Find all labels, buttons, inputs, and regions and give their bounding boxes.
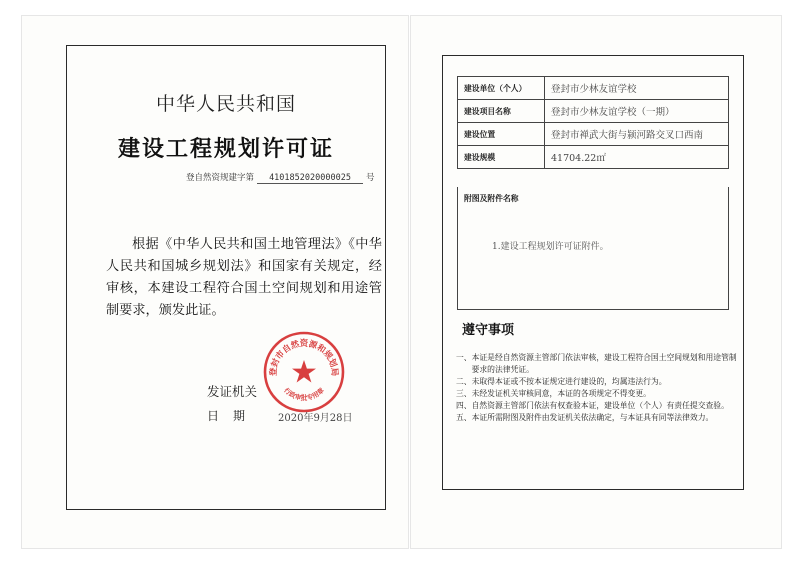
notice-number: 四、 bbox=[456, 401, 472, 410]
country-name: 中华人民共和国 bbox=[155, 93, 296, 115]
row-value: 登封市禅武大街与颍河路交叉口西南 bbox=[545, 123, 729, 146]
date-label: 日期 bbox=[207, 409, 260, 423]
seal-text-top: 登封市自然资源和规划局 bbox=[267, 338, 341, 377]
row-key: 建设项目名称 bbox=[458, 100, 545, 123]
list-item bbox=[456, 376, 738, 388]
notice-number: 二、 bbox=[456, 377, 472, 386]
list-item bbox=[456, 412, 738, 424]
certificate-title: 建设工程规划许可证 bbox=[117, 137, 334, 162]
official-seal-icon bbox=[262, 330, 346, 414]
table-row bbox=[458, 100, 729, 123]
list-item bbox=[456, 388, 738, 400]
seal-text-bottom: 行政审批专用章 bbox=[282, 386, 326, 403]
list-item bbox=[456, 400, 738, 412]
issue-date: 2020年9月28日 bbox=[278, 413, 353, 424]
issuer-label: 发证机关 bbox=[207, 384, 258, 399]
table-row bbox=[458, 77, 729, 100]
certificate-body: 根据《中华人民共和国土地管理法》《中华人民共和国城乡规划法》和国家有关规定，经审核，本建设工程符合国土空间规划和用途管制要求，颁发此证。 bbox=[106, 237, 382, 318]
cert-number-value: 4101852020000025 bbox=[257, 173, 363, 184]
notice-title: 遵守事项 bbox=[462, 323, 515, 338]
attachments-label: 附图及附件名称 bbox=[464, 194, 519, 203]
svg-text:行政审批专用章 bbox=[282, 385, 326, 402]
row-value: 登封市少林友谊学校（一期） bbox=[545, 100, 729, 123]
notice-number: 五、 bbox=[456, 413, 472, 422]
notice-list bbox=[456, 352, 738, 424]
notice-text: 未取得本证或不按本证规定进行建设的，均属违法行为。 bbox=[471, 377, 667, 386]
notice-number: 三、 bbox=[456, 389, 472, 398]
attachment-item: 1.建设工程规划许可证附件。 bbox=[492, 242, 609, 252]
table-row bbox=[458, 123, 729, 146]
row-key: 建设单位（个人） bbox=[458, 77, 545, 100]
notice-text: 本证所需附图及附件由发证机关依法确定，与本证具有同等法律效力。 bbox=[471, 413, 714, 422]
row-value: 登封市少林友谊学校 bbox=[545, 77, 729, 100]
table-row bbox=[458, 146, 729, 169]
cert-suffix: 号 bbox=[366, 173, 375, 183]
notice-text: 未经发证机关审核同意，本证的各项规定不得变更。 bbox=[471, 389, 651, 398]
certificate-number bbox=[186, 171, 375, 184]
row-value: 41704.22㎡ bbox=[545, 146, 729, 169]
notice-number: 一、 bbox=[456, 353, 472, 362]
cert-prefix: 登自然资规建字第 bbox=[186, 173, 255, 183]
row-key: 建设位置 bbox=[458, 123, 545, 146]
notice-text: 自然资源主管部门依法有权查验本证，建设单位（个人）有责任提交查验。 bbox=[471, 401, 729, 410]
project-info-table bbox=[457, 76, 729, 169]
list-item bbox=[456, 352, 738, 376]
notice-text: 本证是经自然资源主管部门依法审核，建设工程符合国土空间规划和用途管制要求的法律凭证。 bbox=[471, 353, 737, 374]
row-key: 建设规模 bbox=[458, 146, 545, 169]
attachments-section bbox=[457, 187, 729, 310]
